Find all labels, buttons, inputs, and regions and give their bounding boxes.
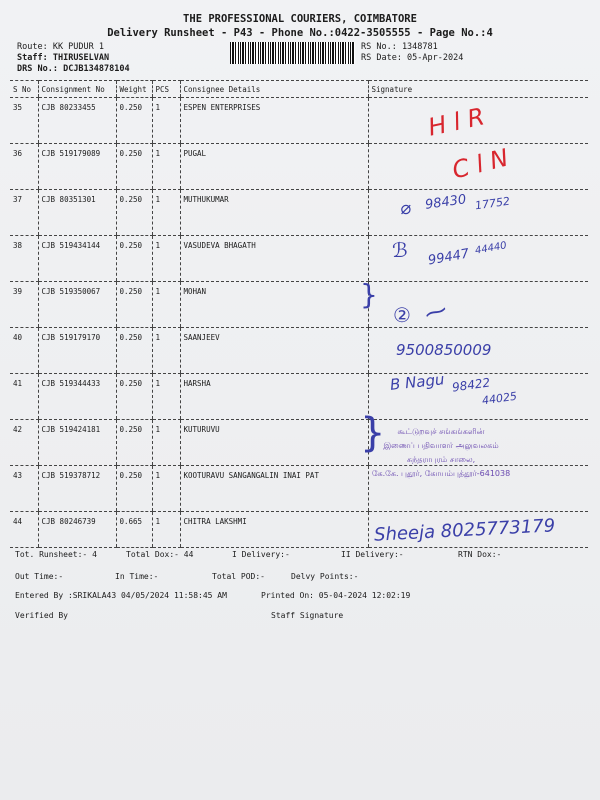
cell-weight: 0.250 <box>116 374 152 420</box>
stamp-line: கூட்டுறவுச் சங்கங்களின் <box>397 427 485 436</box>
tot-runsheet: Tot. Runsheet:- 4 <box>15 550 97 559</box>
company-title: THE PROFESSIONAL COURIERS, COIMBATORE <box>183 13 417 25</box>
entered-by: Entered By :SRIKALA43 04/05/2024 11:58:45 AM <box>15 591 227 600</box>
cell-sno: 39 <box>10 282 38 328</box>
table-row <box>10 98 588 144</box>
cell-pcs: 1 <box>152 144 180 190</box>
cell-weight: 0.250 <box>116 190 152 236</box>
stamp-line: இணைப் பதிவாளர் அலுவலகம் <box>383 441 499 450</box>
in-time: In Time:- <box>115 572 159 581</box>
col-sno: S No <box>10 81 38 98</box>
cell-pcs: 1 <box>152 466 180 512</box>
cell-consignee: SAANJEEV <box>180 328 368 374</box>
cell-consignee: ESPEN ENTERPRISES <box>180 98 368 144</box>
cell-consignment: CJB 519434144 <box>38 236 116 282</box>
cell-weight: 0.250 <box>116 236 152 282</box>
cell-consignee: MUTHUKUMAR <box>180 190 368 236</box>
handwritten-signature-44: Sheeja 8025773179 <box>373 515 556 546</box>
cell-consignment: CJB 80351301 <box>38 190 116 236</box>
total-dox: Total Dox:- 44 <box>126 550 194 559</box>
out-time: Out Time:- <box>15 572 64 581</box>
cell-consignee: PUGAL <box>180 144 368 190</box>
table-row <box>10 282 588 328</box>
signature-scribble: ⌀ <box>400 198 411 219</box>
cell-weight: 0.250 <box>116 144 152 190</box>
table-header-row <box>10 81 588 98</box>
cell-weight: 0.250 <box>116 420 152 466</box>
cell-weight: 0.250 <box>116 282 152 328</box>
cell-signature <box>368 236 588 282</box>
ii-delivery: II Delivery:- <box>341 550 404 559</box>
table-row <box>10 374 588 420</box>
bracket-mark: } <box>360 410 386 456</box>
cell-signature <box>368 144 588 190</box>
table-row <box>10 512 588 548</box>
col-weight: Weight <box>116 81 152 98</box>
table-row <box>10 328 588 374</box>
cell-weight: 0.250 <box>116 328 152 374</box>
runsheet-subtitle: Delivery Runsheet - P43 - Phone No.:0422-3505555 - Page No.:4 <box>107 27 493 39</box>
col-signature: Signature <box>368 81 588 98</box>
cell-sno: 36 <box>10 144 38 190</box>
handwritten-phone-37b: 17752 <box>474 194 511 213</box>
stamp-line: கே.கே. புதூர், கோயம்புத்தூர்-641038 <box>371 469 511 478</box>
cell-pcs: 1 <box>152 328 180 374</box>
col-pcs: PCS <box>152 81 180 98</box>
cell-consignment: CJB 519424181 <box>38 420 116 466</box>
cell-signature <box>368 512 588 548</box>
cell-pcs: 1 <box>152 98 180 144</box>
cell-sno: 41 <box>10 374 38 420</box>
cell-consignment: CJB 80233455 <box>38 98 116 144</box>
staff-label: Staff: <box>17 53 48 63</box>
cell-sno: 38 <box>10 236 38 282</box>
stamp-line: சுந்தராபுரம் சாலை, <box>406 455 476 464</box>
drs-line <box>17 64 130 74</box>
table-row <box>10 236 588 282</box>
cell-consignee: MOHAN <box>180 282 368 328</box>
handwritten-phone-41a: 98422 <box>451 375 491 395</box>
handwritten-phone-40: 9500850009 <box>396 341 492 359</box>
cell-sno: 35 <box>10 98 38 144</box>
rs-number: RS No.: 1348781 <box>361 42 438 52</box>
cell-consignee: VASUDEVA BHAGATH <box>180 236 368 282</box>
delvy-points: Delvy Points:- <box>291 572 359 581</box>
cell-consignment: CJB 80246739 <box>38 512 116 548</box>
barcode <box>230 42 355 64</box>
cell-pcs: 1 <box>152 374 180 420</box>
cell-consignee: KOOTURAVU SANGANGALIN INAI PAT <box>180 466 368 512</box>
cell-weight: 0.250 <box>116 98 152 144</box>
rtn-dox: RTN Dox:- <box>458 550 502 559</box>
cell-sno: 43 <box>10 466 38 512</box>
col-consignment: Consignment No <box>38 81 116 98</box>
cell-consignee: HARSHA <box>180 374 368 420</box>
route-label: Route: KK PUDUR 1 <box>17 42 104 52</box>
handwritten-phone-41b: 44025 <box>481 389 518 408</box>
cell-pcs: 1 <box>152 236 180 282</box>
cell-pcs: 1 <box>152 282 180 328</box>
cell-sno: 40 <box>10 328 38 374</box>
cell-sno: 42 <box>10 420 38 466</box>
drs-value: DCJB134878104 <box>63 64 130 74</box>
cell-pcs: 1 <box>152 420 180 466</box>
cell-signature <box>368 374 588 420</box>
cell-signature <box>368 282 588 328</box>
verified-by: Verified By <box>15 611 68 620</box>
handwritten-phone-37a: 98430 <box>424 192 468 213</box>
cell-consignee: CHITRA LAKSHMI <box>180 512 368 548</box>
cell-consignee: KUTURUVU <box>180 420 368 466</box>
handwritten-cln: C l N <box>449 143 512 185</box>
table-row <box>10 144 588 190</box>
staff-signature-label: Staff Signature <box>271 611 344 620</box>
cell-pcs: 1 <box>152 190 180 236</box>
drs-label: DRS No.: <box>17 64 58 74</box>
handwritten-phone-38a: 99447 <box>427 246 471 269</box>
cell-consignment: CJB 519179170 <box>38 328 116 374</box>
handwritten-signature-41: B Nagu <box>389 370 446 394</box>
cell-signature <box>368 190 588 236</box>
signature-scribble: ⁓ <box>421 297 451 328</box>
col-consignee: Consignee Details <box>180 81 368 98</box>
rs-date: RS Date: 05-Apr-2024 <box>361 53 464 63</box>
handwritten-phone-38b: 44440 <box>474 240 508 257</box>
bracket-mark: } <box>360 278 378 311</box>
cell-pcs: 1 <box>152 512 180 548</box>
signature-scribble: ② <box>393 303 411 327</box>
cell-consignment: CJB 519378712 <box>38 466 116 512</box>
cell-signature <box>368 328 588 374</box>
total-pod: Total POD:- <box>212 572 265 581</box>
staff-value: THIRUSELVAN <box>52 53 110 63</box>
cell-sno: 44 <box>10 512 38 548</box>
printed-on: Printed On: 05-04-2024 12:02:19 <box>261 591 411 600</box>
table-row <box>10 190 588 236</box>
i-delivery: I Delivery:- <box>232 550 290 559</box>
cell-consignment: CJB 519350067 <box>38 282 116 328</box>
cell-sno: 37 <box>10 190 38 236</box>
staff-line <box>17 53 109 63</box>
cell-weight: 0.250 <box>116 466 152 512</box>
cell-signature <box>368 98 588 144</box>
office-stamp <box>366 425 516 497</box>
handwritten-hlr: H l R <box>425 102 487 142</box>
cell-consignment: CJB 519179089 <box>38 144 116 190</box>
cell-consignment: CJB 519344433 <box>38 374 116 420</box>
cell-weight: 0.665 <box>116 512 152 548</box>
signature-scribble: ℬ <box>392 238 408 262</box>
